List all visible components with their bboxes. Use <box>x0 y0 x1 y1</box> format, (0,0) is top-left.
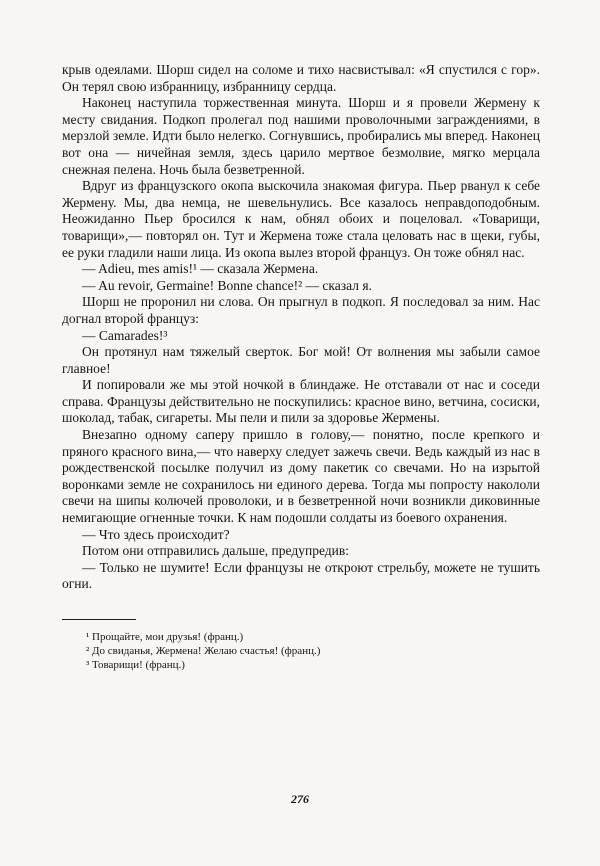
paragraph: — Что здесь происходит? <box>82 526 230 542</box>
footnote: ² До свиданья, Жермена! Желаю счастья! (франц.) <box>86 645 321 657</box>
paragraph: Шорш не проронил ни слова. Он прыгнул в подкоп. Я последовал за ним. Нас догнал второй француз: <box>62 294 540 326</box>
paragraph: — Camarades!³ <box>82 327 168 343</box>
paragraph: Наконец наступила торжественная минута. Шорш и я провели Жермену к месту свидания. Подкоп пролегал под нашими проволочными заграждениями, в мерзлой земле. Идти было нелегко. Согнувшись, пробирались мы вперед. Наконец вот она — ничейная земля, здесь царило мертвое безмолвие, мягко мерцала снежная пелена. Ночь была безветренной. <box>62 95 540 177</box>
paragraph: крыв одеялами. Шорш сидел на соломе и тихо насвистывал: «Я спустился с гор». Он терял свою избранницу, избранницу сердца. <box>62 62 540 94</box>
footnote: ¹ Прощайте, мои друзья! (франц.) <box>86 631 244 643</box>
page-number: 276 <box>291 792 309 806</box>
paragraph: — Au revoir, Germaine! Bonne chance!² — сказал я. <box>82 277 372 293</box>
footnote-divider <box>62 619 136 620</box>
footnotes <box>62 630 540 672</box>
paragraph: Внезапно одному саперу пришло в голову,— понятно, после крепкого и пряного красного вина,— что наверху следует зажечь свечи. Ведь каждый из нас в рождественской посылке получил из дому пакетик со свечами. Но на изрытой воронками земле не сохранилось ни единого дерева. Тогда мы попросту накололи свечи на шипы колючей проволоки, и в безветренной ночи возникли диковинные немигающие огненные точки. К нам подошли солдаты из боевого охранения. <box>62 427 540 526</box>
paragraph: — Adieu, mes amis!¹ — сказала Жермена. <box>82 261 319 277</box>
paragraph: Потом они отправились дальше, предупредив: <box>82 543 349 559</box>
body-text <box>62 62 540 593</box>
paragraph: — Только не шумите! Если французы не откроют стрельбу, можете не тушить огни. <box>62 559 540 592</box>
paragraph: Он протянул нам тяжелый сверток. Бог мой! От волнения мы забыли самое главное! <box>62 344 540 376</box>
paragraph: Вдруг из французского окопа выскочила знакомая фигура. Пьер рванул к себе Жермену. Мы, два немца, не шевельнулись. Все казалось неправдоподобным. Неожиданно Пьер бросился к нам, обнял обоих и поцеловал. «Товарищи, товарищи»,— повторял он. Тут и Жермена тоже стала целовать нас в щеки, губы, ее руки гладили наши лица. Из окопа вылез второй француз. Он тоже обнял нас. <box>62 178 540 260</box>
footnote: ³ Товарищи! (франц.) <box>86 659 185 671</box>
paragraph: И попировали же мы этой ночкой в блиндаже. Не отставали от нас и соседи справа. Французы действительно не поскупились: красное вино, ветчина, сосиски, шоколад, табак, сигареты. Мы пели и пили за здоровье Жермены. <box>62 377 540 426</box>
